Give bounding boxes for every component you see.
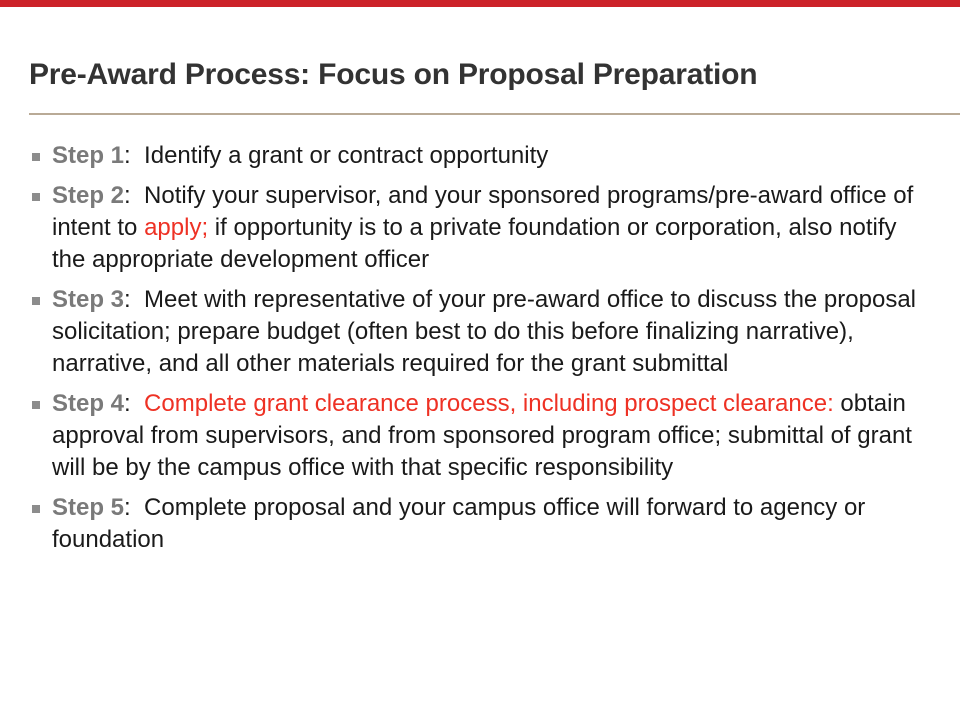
square-bullet-icon bbox=[32, 401, 40, 409]
square-bullet-icon bbox=[32, 297, 40, 305]
step-label: Step 5 bbox=[52, 494, 125, 521]
step-label: Step 2 bbox=[52, 182, 125, 209]
step-text: Identify a grant or contract opportunity bbox=[144, 142, 549, 169]
step-label: Step 3 bbox=[52, 286, 125, 313]
square-bullet-icon bbox=[32, 153, 40, 161]
list-item-step-5 bbox=[32, 492, 932, 556]
slide-title: Pre-Award Process: Focus on Proposal Preparation bbox=[29, 58, 758, 91]
step-text-continued: obtain approval from supervisors, and from sponsored program office; submittal of grant will be by the campus office with that specific responsibility bbox=[52, 390, 912, 481]
step-text: Complete proposal and your campus office will forward to agency or foundation bbox=[52, 494, 866, 553]
step-colon: : bbox=[124, 182, 131, 209]
step-text: Notify your supervisor, and your sponsored programs/pre-award office of intent to bbox=[52, 182, 914, 241]
list-item-step-1 bbox=[32, 140, 932, 172]
step-text-continued: if opportunity is to a private foundation or corporation, also notify the appropriate development officer bbox=[52, 214, 897, 273]
step-colon: : bbox=[124, 142, 131, 169]
square-bullet-icon bbox=[32, 505, 40, 513]
step-colon: : bbox=[124, 390, 131, 417]
step-text: Meet with representative of your pre-award office to discuss the proposal solicitation; prepare budget (often best to do this before finalizing narrative), narrative, and all other materials required for the grant submittal bbox=[52, 286, 916, 377]
square-bullet-icon bbox=[32, 193, 40, 201]
highlighted-text: Complete grant clearance process, including prospect clearance: bbox=[144, 390, 834, 417]
list-item-step-2 bbox=[32, 180, 932, 276]
step-colon: : bbox=[124, 286, 131, 313]
step-list bbox=[32, 140, 932, 564]
step-colon: : bbox=[124, 494, 131, 521]
step-label: Step 4 bbox=[52, 390, 125, 417]
top-accent-bar bbox=[0, 0, 960, 7]
list-item-step-4 bbox=[32, 388, 932, 484]
step-label: Step 1 bbox=[52, 142, 125, 169]
highlighted-text: apply; bbox=[144, 214, 209, 241]
list-item-step-3 bbox=[32, 284, 932, 380]
title-divider bbox=[29, 113, 960, 115]
